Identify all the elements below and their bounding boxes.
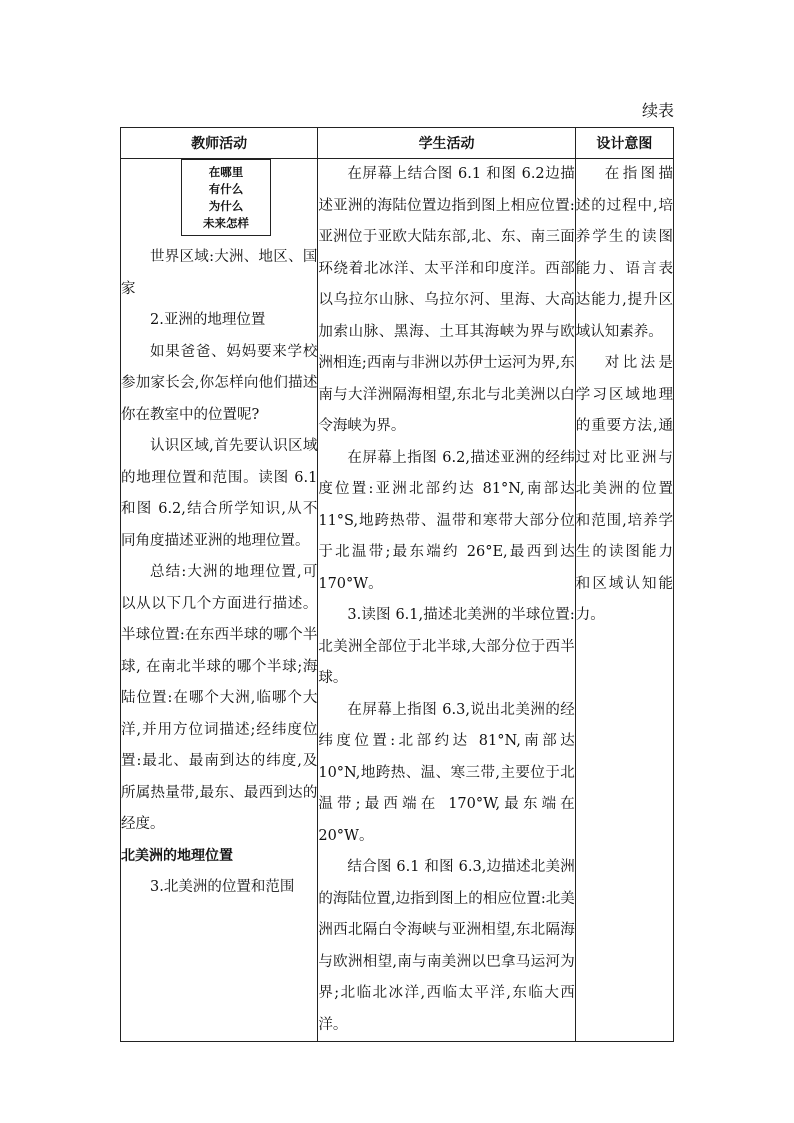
continued-label: 续表 xyxy=(641,101,674,120)
teacher-paragraph: 3.北美洲的位置和范围 xyxy=(150,879,295,895)
design-intent-cell xyxy=(575,159,673,1042)
teacher-paragraph: 总结:大洲的地理位置,可以从以下几个方面进行描述。半球位置:在东西半球的哪个半球, 在南北半球的哪个半球;海陆位置:在哪个大洲,临哪个大洋,并用方位词描述;经纬度位置:最北、最南到达的纬度,及所属热量带,最东、最西到达的经度。 xyxy=(121,564,318,832)
student-activity-cell xyxy=(318,159,575,1042)
section-heading: 北美洲的地理位置 xyxy=(121,847,233,864)
student-paragraph: 结合图 6.1 和图 6.3,边描述北美洲的海陆位置,边指到图上的相应位置:北美洲西北隔白令海峡与亚洲相望,东北隔海与欧洲相望,南与南美洲以巴拿马运河为界;北临北冰洋,西临太平洋,东临大西洋。 xyxy=(318,859,575,1033)
lesson-table xyxy=(120,127,674,1042)
design-paragraph: 在指图描述的过程中,培养学生的读图能力、语言表达能力,提升区域认知素养。 xyxy=(575,166,673,340)
question-line: 在哪里 xyxy=(208,165,244,179)
header-design-intent: 设计意图 xyxy=(575,128,673,159)
question-line: 为什么 xyxy=(208,199,244,213)
header-teacher-activity: 教师活动 xyxy=(121,128,318,159)
question-box xyxy=(181,159,271,236)
teacher-paragraph: 2.亚洲的地理位置 xyxy=(150,312,266,328)
table-row xyxy=(121,159,674,1042)
header-student-activity: 学生活动 xyxy=(318,128,575,159)
student-paragraph: 在屏幕上指图 6.3,说出北美洲的经纬度位置:北部约达 81°N,南部达 10°N,地跨热、温、寒三带,主要位于北温带;最西端在 170°W,最东端在 20°W。 xyxy=(318,701,575,844)
teacher-paragraph: 认识区域,首先要认识区域的地理位置和范围。读图 6.1 和图 6.2,结合所学知识,从不同角度描述亚洲的地理位置。 xyxy=(121,438,318,549)
design-paragraph: 对比法是学习区域地理的重要方法,通过对比亚洲与北美洲的位置和范围,培养学生的读图能力和区域认知能力。 xyxy=(575,355,673,623)
student-paragraph: 在屏幕上结合图 6.1 和图 6.2边描述亚洲的海陆位置边指到图上相应位置:亚洲位于亚欧大陆东部,北、东、南三面环绕着北冰洋、太平洋和印度洋。西部以乌拉尔山脉、乌拉尔河、里海、大高加索山脉、黑海、土耳其海峡为界与欧洲相连;西南与非洲以苏伊士运河为界,东南与大洋洲隔海相望,东北与北美洲以白令海峡为界。 xyxy=(318,166,575,434)
question-line: 未来怎样 xyxy=(203,216,249,230)
question-line: 有什么 xyxy=(208,182,244,196)
teacher-paragraph: 世界区域:大洲、地区、国家 xyxy=(121,249,318,297)
teacher-paragraph: 如果爸爸、妈妈要来学校参加家长会,你怎样向他们描述你在教室中的位置呢? xyxy=(121,343,318,423)
table-header-row xyxy=(121,128,674,159)
student-paragraph: 在屏幕上指图 6.2,描述亚洲的经纬度位置:亚洲北部约达 81°N,南部达 11°S,地跨热带、温带和寒带大部分位于北温带;最东端约 26°E,最西到达 170°W。 xyxy=(318,449,575,592)
student-paragraph: 3.读图 6.1,描述北美洲的半球位置:北美洲全部位于北半球,大部分位于西半球。 xyxy=(318,607,575,686)
teacher-activity-cell xyxy=(121,159,318,1042)
